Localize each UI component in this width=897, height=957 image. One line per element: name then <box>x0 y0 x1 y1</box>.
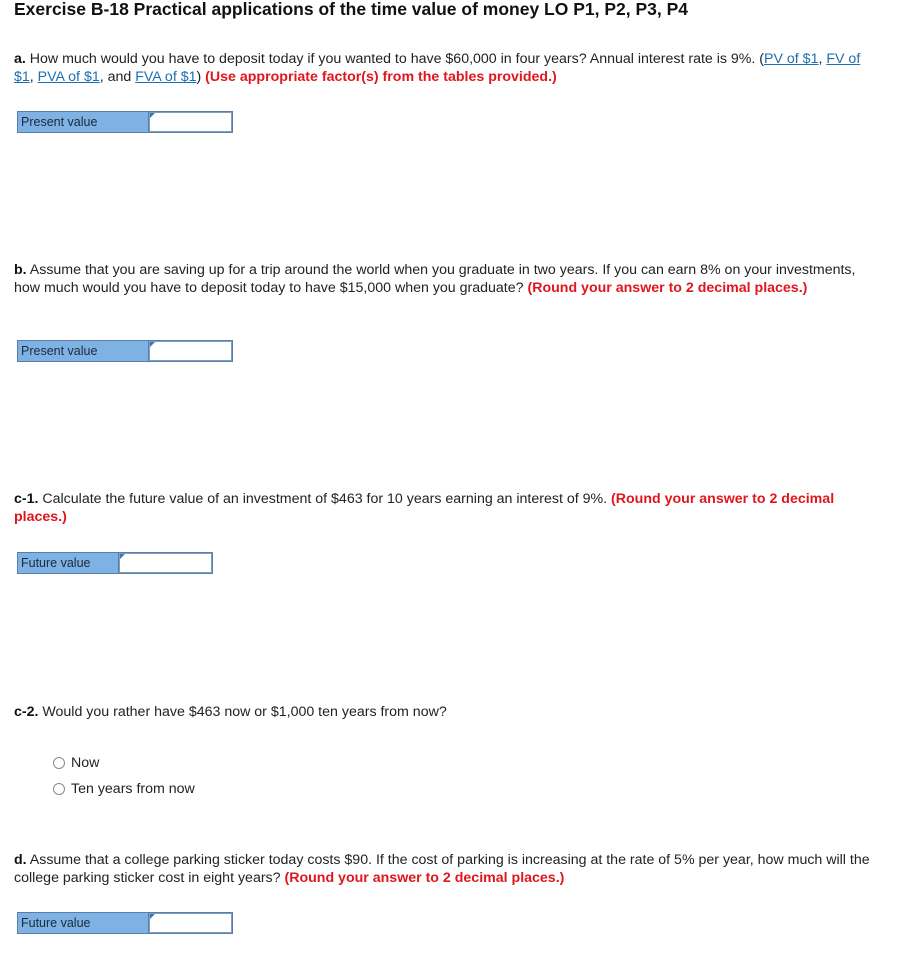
present-value-input-b[interactable] <box>149 341 232 361</box>
present-value-label-b: Present value <box>18 341 149 361</box>
present-value-answer-a <box>17 111 233 133</box>
radio-button-ten-years[interactable] <box>53 783 65 795</box>
instruction-b: (Round your answer to 2 decimal places.) <box>527 280 808 296</box>
part-label-c1: c-1. <box>14 491 39 507</box>
question-b-text: Assume that you are saving up for a trip around the world when you graduate in two years. If you can earn 8% on your investments, how much would you have to deposit today to have $15,000 when you graduate? <box>14 262 856 296</box>
present-value-input-a[interactable] <box>149 112 232 132</box>
present-value-answer-b <box>17 340 233 362</box>
question-d <box>14 851 882 887</box>
radio-label-ten-years: Ten years from now <box>71 781 195 797</box>
question-b <box>14 261 882 297</box>
radio-label-now: Now <box>71 755 100 771</box>
fva-of-1-link[interactable]: FVA of $1 <box>135 69 197 85</box>
question-c2 <box>14 703 882 721</box>
separator: ) <box>196 69 206 85</box>
question-c2-text: Would you rather have $463 now or $1,000 ten years from now? <box>38 704 447 720</box>
question-d-text: Assume that a college parking sticker today costs $90. If the cost of parking is increasing at the rate of 5% per year, how much will the college parking sticker cost in eight years? <box>14 852 870 886</box>
part-label-d: d. <box>14 852 27 868</box>
future-value-label-c1: Future value <box>18 553 119 573</box>
future-value-input-d[interactable] <box>149 913 232 933</box>
part-label-b: b. <box>14 262 27 278</box>
question-c1 <box>14 490 882 526</box>
instruction-a: (Use appropriate factor(s) from the tables provided.) <box>205 69 557 85</box>
separator: , <box>29 69 38 85</box>
question-c1-text: Calculate the future value of an investment of $463 for 10 years earning an interest of 9%. <box>38 491 612 507</box>
future-value-input-c1[interactable] <box>119 553 212 573</box>
question-a-text: How much would you have to deposit today if you wanted to have $60,000 in four years? Annual interest rate is 9%. ( <box>25 51 765 67</box>
radio-option-now[interactable] <box>53 755 99 771</box>
question-a <box>14 50 882 86</box>
pv-of-1-link[interactable]: PV of $1 <box>764 51 819 67</box>
exercise-title: Exercise B-18 Practical applications of the time value of money LO P1, P2, P3, P4 <box>14 0 689 19</box>
present-value-label-a: Present value <box>18 112 149 132</box>
future-value-answer-c1 <box>17 552 213 574</box>
future-value-label-d: Future value <box>18 913 149 933</box>
part-label-a: a. <box>14 51 26 67</box>
separator: , <box>818 51 827 67</box>
instruction-c1: (Round your answer to 2 decimal places.) <box>14 491 835 525</box>
instruction-d: (Round your answer to 2 decimal places.) <box>284 870 565 886</box>
fv-of-1-link[interactable]: FV of $1 <box>14 51 861 85</box>
separator: , and <box>99 69 136 85</box>
pva-of-1-link[interactable]: PVA of $1 <box>37 69 100 85</box>
part-label-c2: c-2. <box>14 704 39 720</box>
radio-button-now[interactable] <box>53 757 65 769</box>
radio-option-ten-years[interactable] <box>53 781 195 797</box>
future-value-answer-d <box>17 912 233 934</box>
